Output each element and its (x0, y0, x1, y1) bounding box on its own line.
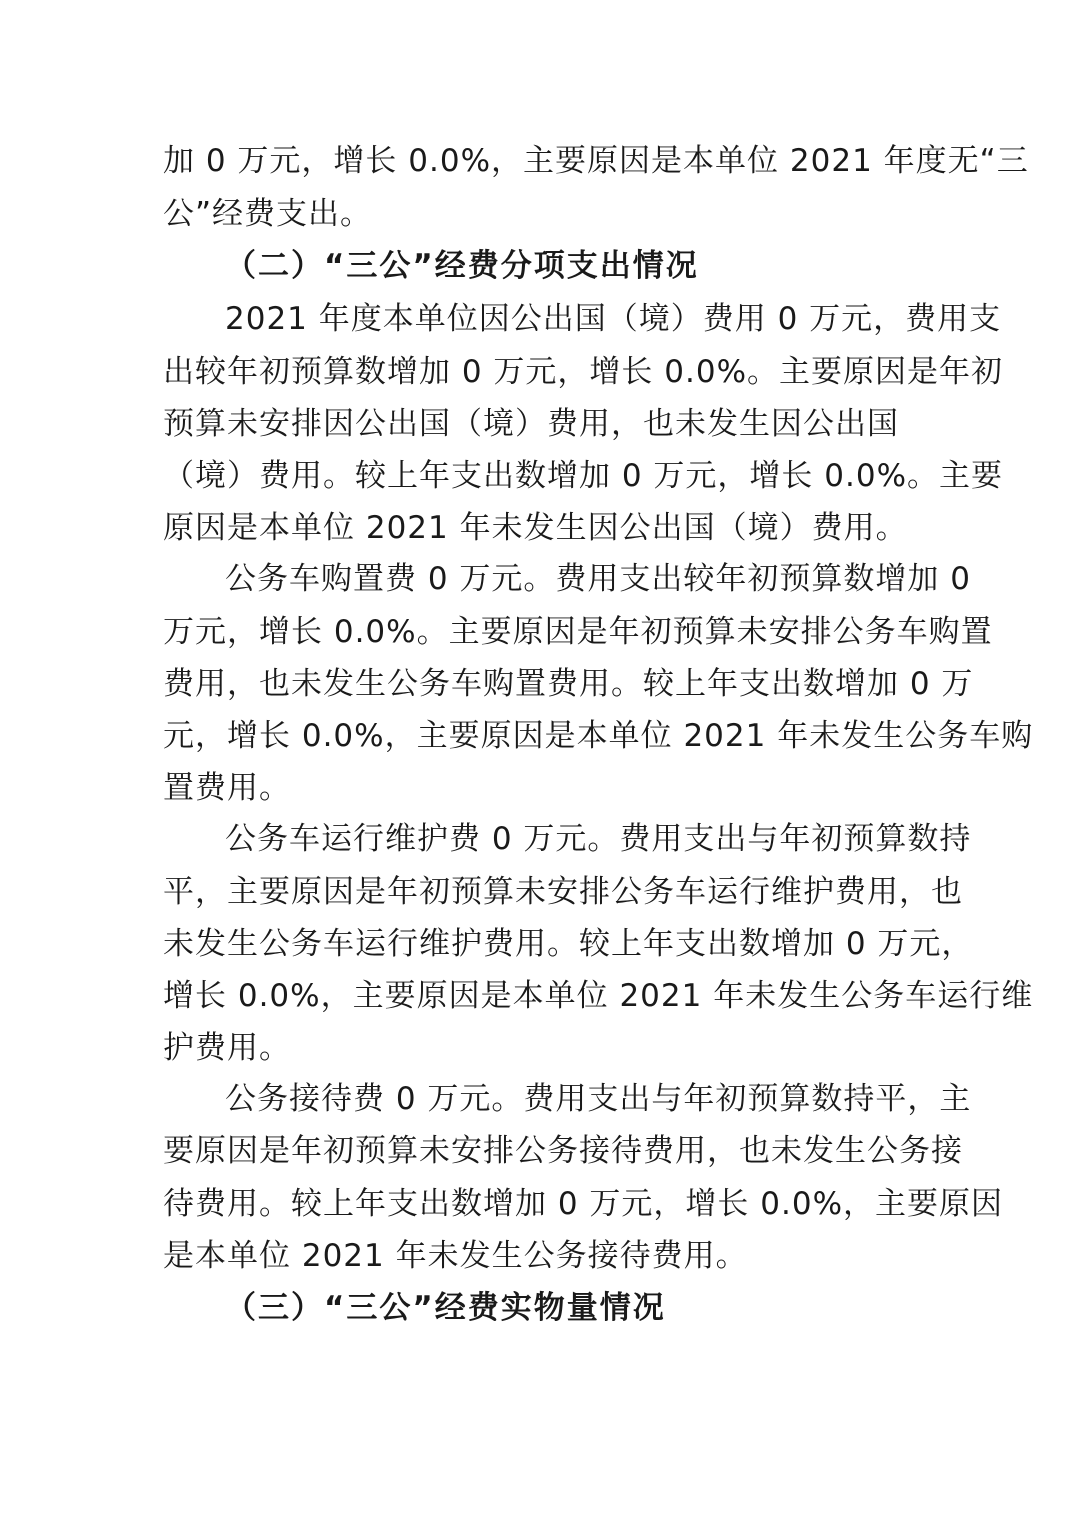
text-line: 预算未安排因公出国（境）费用，也未发生因公出国 (163, 406, 899, 442)
text-line: 万元，增长 0.0%。主要原因是年初预算未安排公务车购置 (163, 614, 993, 650)
text-line: 公”经费支出。 (163, 196, 373, 232)
paragraph-first-line: 公务车运行维护费 0 万元。费用支出与年初预算数持 (225, 821, 972, 857)
text-line: 护费用。 (163, 1030, 291, 1066)
text-line: 是本单位 2021 年未发生公务接待费用。 (163, 1238, 748, 1274)
text-line: 未发生公务车运行维护费用。较上年支出数增加 0 万元， (163, 926, 974, 962)
text-line: 元，增长 0.0%，主要原因是本单位 2021 年未发生公务车购 (163, 718, 1034, 754)
text-line: 费用，也未发生公务车购置费用。较上年支出数增加 0 万 (163, 666, 974, 702)
text-line: 原因是本单位 2021 年未发生因公出国（境）费用。 (163, 510, 908, 546)
text-line: 要原因是年初预算未安排公务接待费用，也未发生公务接 (163, 1133, 963, 1169)
section-heading: （三）“三公”经费实物量情况 (225, 1290, 666, 1326)
text-line: 增长 0.0%，主要原因是本单位 2021 年未发生公务车运行维 (163, 978, 1034, 1014)
paragraph-first-line: 2021 年度本单位因公出国（境）费用 0 万元，费用支 (225, 301, 1002, 337)
text-line: 平，主要原因是年初预算未安排公务车运行维护费用，也 (163, 874, 963, 910)
section-heading: （二）“三公”经费分项支出情况 (225, 248, 699, 284)
paragraph-first-line: 公务接待费 0 万元。费用支出与年初预算数持平，主 (225, 1081, 972, 1117)
text-line: （境）费用。较上年支出数增加 0 万元，增长 0.0%。主要 (163, 458, 1004, 494)
text-line: 置费用。 (163, 770, 291, 806)
paragraph-first-line: 公务车购置费 0 万元。费用支出较年初预算数增加 0 (225, 561, 972, 597)
text-line: 待费用。较上年支出数增加 0 万元，增长 0.0%，主要原因 (163, 1186, 1004, 1222)
text-line: 出较年初预算数增加 0 万元，增长 0.0%。主要原因是年初 (163, 354, 1004, 390)
text-line: 加 0 万元，增长 0.0%，主要原因是本单位 2021 年度无“三 (163, 143, 1029, 179)
